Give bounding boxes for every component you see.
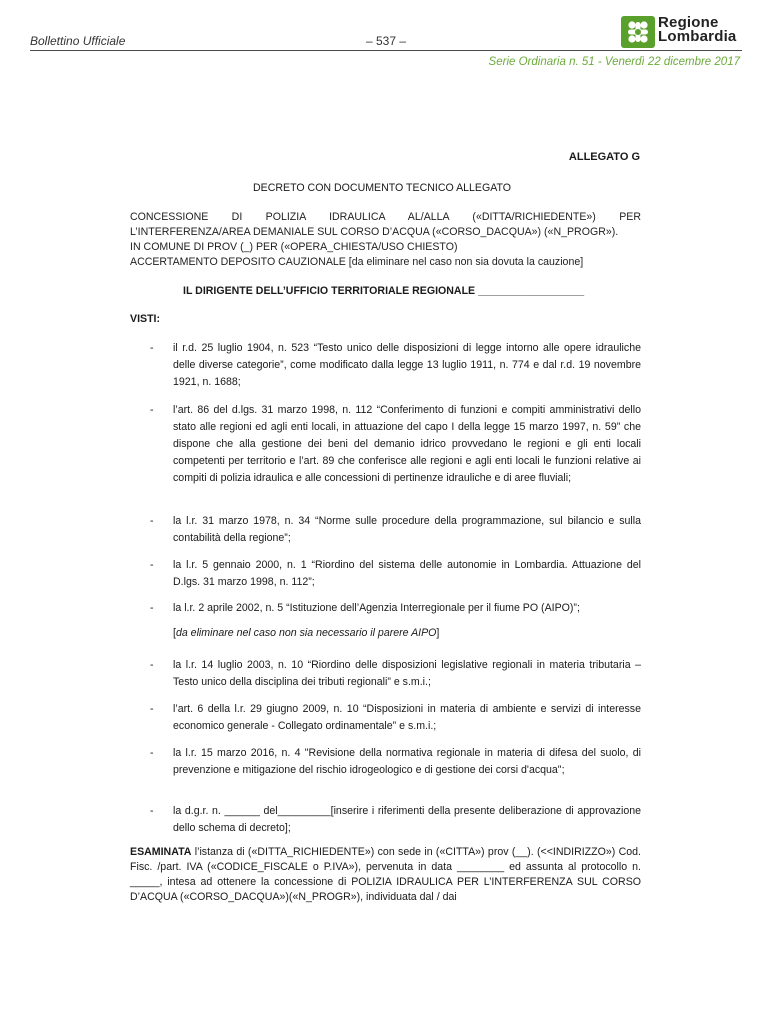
list-item	[130, 513, 641, 547]
logo-line-2: Lombardia	[658, 28, 737, 45]
list-item	[130, 803, 641, 837]
list-bullet: -	[150, 747, 154, 759]
esaminata-text: l’istanza di («DITTA_RICHIEDENTE») con sede in («CITTA») prov (__). (<<INDIRIZZO») Cod. Fisc. /part. IVA («CODICE_FISCALE o P.IVA»), pervenuta in data ________ ed assunta al protocollo n. _____, intesa ad ottenere la concessione di POLIZIA IDRAULICA PER L’INTERFERENZA SUL CORSO D’ACQUA («CORSO_DACQUA»)(«N_PROGR»), individuata dal / dai	[130, 846, 641, 903]
aipo-note: [da eliminare nel caso non sia necessario il parere AIPO]	[173, 627, 440, 639]
header-divider	[30, 50, 742, 51]
list-item	[130, 701, 641, 735]
dirigente-heading: IL DIRIGENTE DELL’UFFICIO TERRITORIALE REGIONALE __________________	[183, 285, 585, 297]
regione-lombardia-rose-icon	[621, 16, 655, 48]
list-item-text: la l.r. 2 aprile 2002, n. 5 “Istituzione dell’Agenzia Interregionale per il fiume PO (AIPO)”;	[173, 602, 580, 614]
list-item-text: l’art. 86 del d.lgs. 31 marzo 1998, n. 112 “Conferimento di funzioni e compiti amministrativi dello stato alle regioni ed agli enti locali, in attuazione del capo I della legge 15 marzo 1997, n. 59” che dispone che alla gestione dei beni del demanio idrico provvedano le regioni e gli enti locali competenti per territorio e l’art. 89 che conferisce alle regioni e agli enti locali le funzioni relative ai compiti di polizia idraulica e alle concessioni di pertinenze idrauliche e di aree fluviali;	[173, 404, 641, 484]
concessione-line: L’INTERFERENZA/AREA DEMANIALE SUL CORSO D’ACQUA («CORSO_DACQUA») («N_PROGR»).	[130, 226, 619, 238]
list-item	[130, 657, 641, 691]
list-item	[130, 557, 641, 591]
visti-heading: VISTI:	[130, 313, 161, 325]
list-bullet: -	[150, 342, 154, 354]
list-bullet: -	[150, 659, 154, 671]
list-bullet: -	[150, 404, 154, 416]
logo-wordmark	[658, 16, 736, 44]
list-bullet: -	[150, 703, 154, 715]
list-item-text: la d.g.r. n. ______ del_________[inserire i riferimenti della presente deliberazione di approvazione dello schema di decreto];	[173, 805, 641, 834]
page-number: – 537 –	[366, 34, 407, 48]
list-item	[130, 745, 641, 779]
list-bullet: -	[150, 805, 154, 817]
series-issue: Serie Ordinaria n. 51 - Venerdì 22 dicembre 2017	[488, 56, 740, 68]
esaminata-label: ESAMINATA	[130, 846, 192, 858]
logo-line-1: Regione	[658, 14, 719, 31]
list-item	[130, 600, 641, 617]
allegato-label: ALLEGATO G	[568, 151, 640, 163]
aipo-note-text: da eliminare nel caso non sia necessario il parere AIPO	[175, 627, 437, 639]
concessione-line: IN COMUNE DI PROV (_) PER («OPERA_CHIESTA/USO CHIESTO)	[130, 241, 458, 253]
list-item	[130, 340, 641, 391]
list-bullet: -	[150, 559, 154, 571]
list-bullet: -	[150, 515, 154, 527]
concessione-line: ACCERTAMENTO DEPOSITO CAUZIONALE [da eliminare nel caso non sia dovuta la cauzione]	[130, 256, 584, 268]
regione-lombardia-logo	[621, 16, 745, 48]
list-item-text: la l.r. 15 marzo 2016, n. 4 "Revisione della normativa regionale in materia di difesa del suolo, di prevenzione e mitigazione del rischio idrogeologico e di gestione dei corsi d'acqua";	[173, 747, 641, 776]
list-item	[130, 402, 641, 487]
esaminata-paragraph	[130, 845, 641, 905]
list-item-text: la l.r. 31 marzo 1978, n. 34 “Norme sulle procedure della programmazione, sul bilancio e sulla contabilità della regione”;	[173, 515, 641, 544]
list-bullet: -	[150, 602, 154, 614]
concessione-block	[130, 210, 641, 270]
decreto-heading: DECRETO CON DOCUMENTO TECNICO ALLEGATO	[253, 182, 512, 194]
list-item-text: la l.r. 14 luglio 2003, n. 10 “Riordino delle disposizioni legislative regionali in materia tributaria – Testo unico della disciplina dei tributi regionali” e s.m.i.;	[173, 659, 641, 688]
publication-title: Bollettino Ufficiale	[30, 34, 126, 48]
list-item-text: il r.d. 25 luglio 1904, n. 523 “Testo unico delle disposizioni di legge intorno alle opere idrauliche delle diverse categorie”, come modificato dalla legge 13 luglio 1911, n. 774 e dal r.d. 19 novembre 1921, n. 1688;	[173, 342, 641, 388]
concessione-line: CONCESSIONE DI POLIZIA IDRAULICA AL/ALLA («DITTA/RICHIEDENTE») PER	[130, 211, 641, 223]
list-item-text: la l.r. 5 gennaio 2000, n. 1 “Riordino del sistema delle autonomie in Lombardia. Attuazione del D.lgs. 31 marzo 1998, n. 112”;	[173, 559, 641, 588]
list-item-text: l’art. 6 della l.r. 29 giugno 2009, n. 10 “Disposizioni in materia di ambiente e servizi di interesse economico generale - Collegato ordinamentale” e s.m.i.;	[173, 703, 641, 732]
